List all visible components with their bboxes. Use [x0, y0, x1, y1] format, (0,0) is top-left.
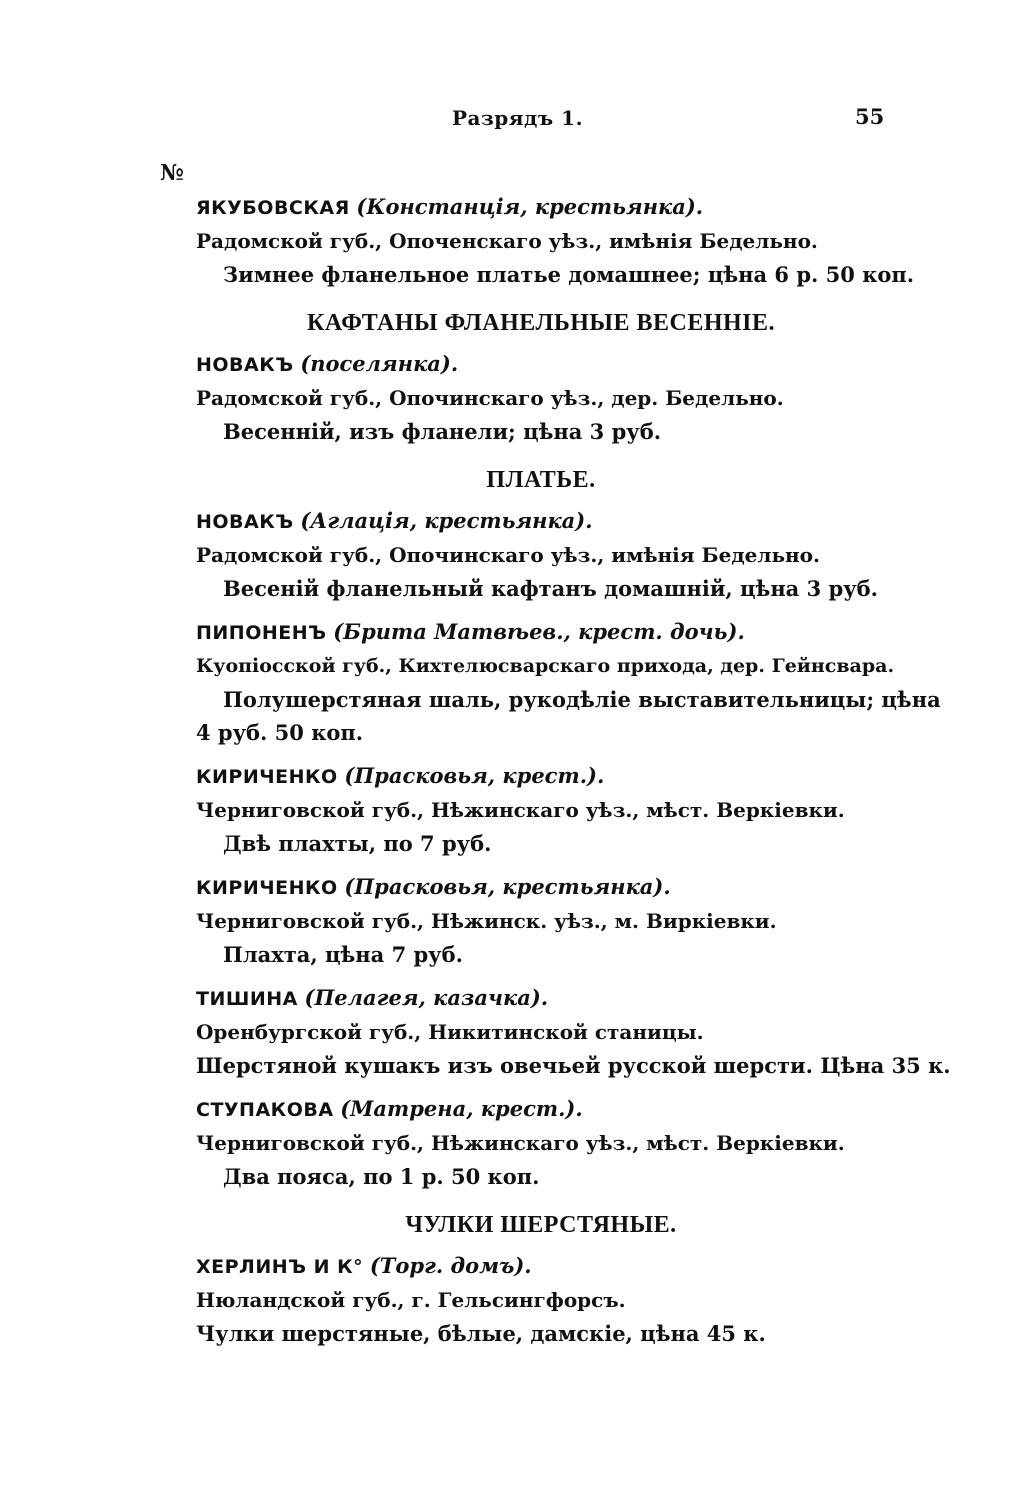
- section-heading: ЧУЛКИ ШЕРСТЯНЫЕ.: [405, 1212, 677, 1238]
- exhibitor-info: (Торг. домъ).: [369, 1253, 532, 1278]
- item-description: Чулки шерстяные, бѣлые, дамскіе, цѣна 45 к.: [196, 1321, 766, 1346]
- exhibitor-location: Радомской губ., Опоченскаго уѣз., имѣнія Бедельно.: [196, 229, 818, 253]
- exhibitor-name: ХЕРЛИНЪ И К°: [196, 1256, 364, 1278]
- item-description: Весеній фланельный кафтанъ домашній, цѣна 3 руб.: [223, 576, 878, 601]
- exhibitor-location: Нюландской губ., г. Гельсингфорсъ.: [196, 1288, 626, 1312]
- exhibitor-name: ТИШИНА: [196, 988, 298, 1010]
- item-description: Плахта, цѣна 7 руб.: [223, 942, 463, 967]
- exhibitor-info: (Прасковья, крест.).: [344, 763, 605, 788]
- exhibitor-location: Радомской губ., Опочинскаго уѣз., имѣнія Бедельно.: [196, 543, 820, 567]
- item-description: Зимнее фланельное платье домашнее; цѣна 6 р. 50 коп.: [223, 262, 915, 287]
- exhibitor-name: ЯКУБОВСКАЯ: [196, 197, 350, 219]
- entry-heading: [196, 504, 886, 539]
- exhibitor-info: (Матрена, крест.).: [340, 1096, 583, 1121]
- exhibitor-name: НОВАКЪ: [196, 511, 294, 533]
- item-description: Два пояса, по 1 р. 50 коп.: [223, 1164, 540, 1189]
- exhibitor-info: (Аглація, крестьянка).: [300, 508, 593, 533]
- page-number: 55: [855, 104, 885, 129]
- catalog-entry: [196, 615, 941, 749]
- entry-heading: [196, 759, 886, 794]
- section-heading: КАФТАНЫ ФЛАНЕЛЬНЫЕ ВЕСЕННІЕ.: [306, 310, 776, 336]
- exhibitor-info: (Констанція, крестьянка).: [356, 194, 704, 219]
- section-heading: ПЛАТЬЕ.: [486, 467, 596, 493]
- item-description: Полушерстяная шаль, рукодѣліе выставительницы; цѣна: [223, 687, 941, 712]
- item-description: Двѣ плахты, по 7 руб.: [223, 831, 492, 856]
- item-description: Шерстяной кушакъ изъ овечьей русской шерсти. Цѣна 35 к.: [196, 1053, 951, 1078]
- exhibitor-name: КИРИЧЕНКО: [196, 877, 338, 899]
- exhibitor-name: КИРИЧЕНКО: [196, 766, 338, 788]
- catalog-entry: [196, 1092, 886, 1193]
- catalog-entry: [196, 981, 951, 1082]
- exhibitor-info: (Прасковья, крестьянка).: [344, 874, 671, 899]
- exhibitor-location: Черниговской губ., Нѣжинскаго уѣз., мѣст. Веркіевки.: [196, 798, 845, 822]
- number-column-mark: №: [160, 160, 184, 186]
- entry-heading: [196, 1092, 886, 1127]
- exhibitor-location: Куопіосской губ., Кихтелюсварскаго прихода, дер. Гейнсвара.: [196, 655, 895, 677]
- exhibitor-location: Черниговской губ., Нѣжинскаго уѣз., мѣст. Веркіевки.: [196, 1131, 845, 1155]
- catalog-entry: [196, 347, 886, 448]
- running-header-title: Разрядъ 1.: [452, 106, 584, 130]
- exhibitor-location: Черниговской губ., Нѣжинск. уѣз., м. Виркіевки.: [196, 909, 777, 933]
- exhibitor-location: Оренбургской губ., Никитинской станицы.: [196, 1020, 704, 1044]
- exhibitor-info: (поселянка).: [300, 351, 459, 376]
- exhibitor-info: (Пелагея, казачка).: [304, 985, 549, 1010]
- exhibitor-location: Радомской губ., Опочинскаго уѣз., дер. Бедельно.: [196, 386, 784, 410]
- entry-heading: [196, 981, 886, 1016]
- entry-heading: [196, 1249, 886, 1284]
- catalog-content: [196, 190, 951, 1360]
- exhibitor-name: НОВАКЪ: [196, 354, 294, 376]
- item-description-continued: 4 руб. 50 коп.: [196, 720, 364, 745]
- catalog-entry: [196, 870, 886, 971]
- exhibitor-name: ПИПОНЕНЪ: [196, 622, 327, 644]
- entry-heading: [196, 347, 886, 382]
- catalog-entry: [196, 759, 886, 860]
- item-description: Весенній, изъ фланели; цѣна 3 руб.: [223, 419, 662, 444]
- catalog-entry: [196, 504, 886, 605]
- catalog-entry: [196, 190, 915, 291]
- entry-heading: [196, 870, 886, 905]
- entry-heading: [196, 615, 886, 650]
- exhibitor-info: (Брита Матвѣев., крест. дочь).: [333, 619, 745, 644]
- exhibitor-name: СТУПАКОВА: [196, 1099, 334, 1121]
- catalog-entry: [196, 1249, 886, 1350]
- entry-heading: [196, 190, 886, 225]
